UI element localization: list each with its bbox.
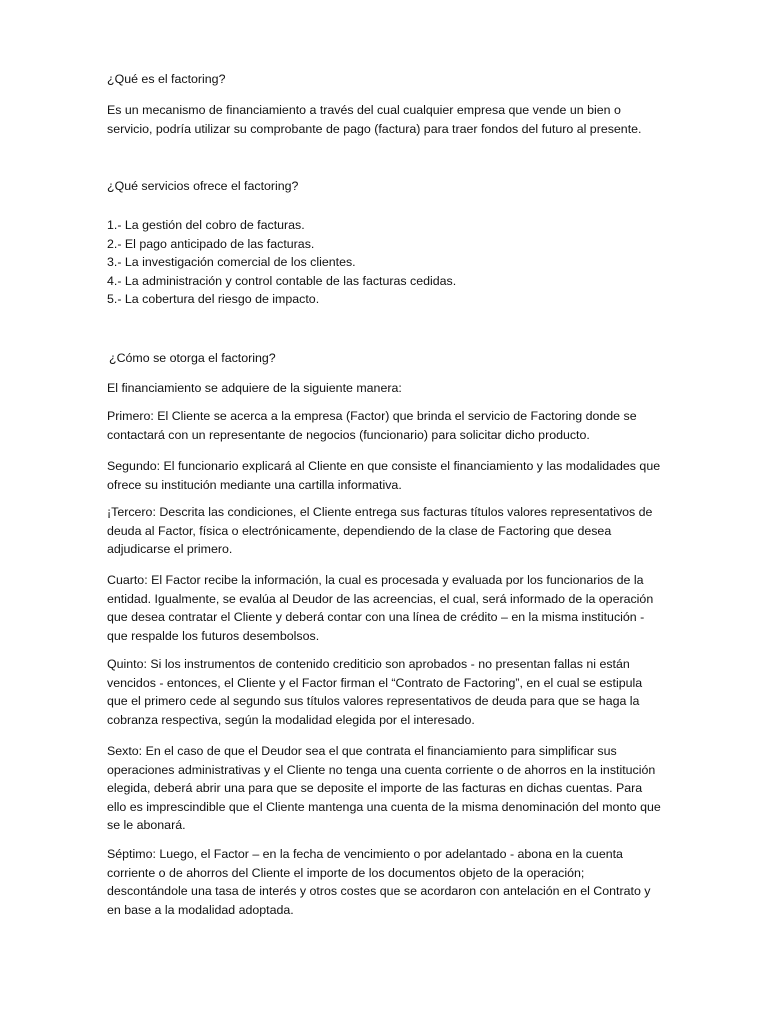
list-item: 3.- La investigación comercial de los clientes. [107, 255, 356, 270]
paragraph-step-5: Quinto: Si los instrumentos de contenido crediticio son aprobados - no presentan fallas ni están vencidos - entonces, el Cliente y el Factor firman el “Contrato de Factoring”, en el cual se estipula que el primero cede al segundo sus títulos valores representativos de deuda para que se haga la cobranza respectiva, según la modalidad elegida por el interesado. [107, 657, 643, 727]
heading-que-es: ¿Qué es el factoring? [107, 72, 226, 86]
paragraph-step-2: Segundo: El funcionario explicará al Cliente en que consiste el financiamiento y las modalidades que ofrece su institución mediante una cartilla informativa. [107, 459, 661, 492]
list-item: 4.- La administración y control contable de las facturas cedidas. [107, 273, 457, 288]
heading-servicios: ¿Qué servicios ofrece el factoring? [107, 179, 299, 193]
paragraph-intro: El financiamiento se adquiere de la siguiente manera: [107, 381, 402, 395]
paragraph-definicion: Es un mecanismo de financiamiento a través del cual cualquier empresa que vende un bien o servicio, podría utilizar su comprobante de pago (factura) para traer fondos del futuro al presente. [107, 103, 642, 136]
list-item: 5.- La cobertura del riesgo de impacto. [107, 292, 320, 307]
paragraph-step-1: Primero: El Cliente se acerca a la empresa (Factor) que brinda el servicio de Factoring donde se contactará con un representante de negocios (funcionario) para solicitar dicho producto. [107, 409, 637, 442]
paragraph-step-4: Cuarto: El Factor recibe la información, la cual es procesada y evaluada por los funcionarios de la entidad. Igualmente, se evalúa al Deudor de las acreencias, el cual, será informado de la operación que desea contratar el Cliente y deberá contar con una línea de crédito – en la misma institución - que respalde los futuros desembolsos. [107, 573, 654, 643]
paragraph-step-3: ¡Tercero: Descrita las condiciones, el Cliente entrega sus facturas títulos valores representativos de deuda al Factor, física o electrónicamente, dependiendo de la clase de Factoring que desea adjudicarse el primero. [107, 505, 653, 557]
heading-como-se-otorga: ¿Cómo se otorga el factoring? [109, 351, 276, 365]
list-item: 1.- La gestión del cobro de facturas. [107, 218, 305, 232]
paragraph-step-6: Sexto: En el caso de que el Deudor sea el que contrata el financiamiento para simplificar sus operaciones administrativas y el Cliente no tenga una cuenta corriente o de ahorros en la institución elegida, deberá abrir una para que se deposite el importe de las facturas en dichas cuentas. Para ello es imprescindible que el Cliente mantenga una cuenta de la misma denominación del monto que se le abonará. [107, 744, 661, 833]
list-item: 2.- El pago anticipado de las facturas. [107, 236, 315, 251]
paragraph-step-7: Séptimo: Luego, el Factor – en la fecha de vencimiento o por adelantado - abona en la cuenta corriente o de ahorros del Cliente el importe de los documentos objeto de la operación; descontándole una tasa de interés y otros costes que se acordaron con antelación en el Contrato y en base a la modalidad adoptada. [107, 847, 651, 917]
services-list [107, 216, 663, 309]
